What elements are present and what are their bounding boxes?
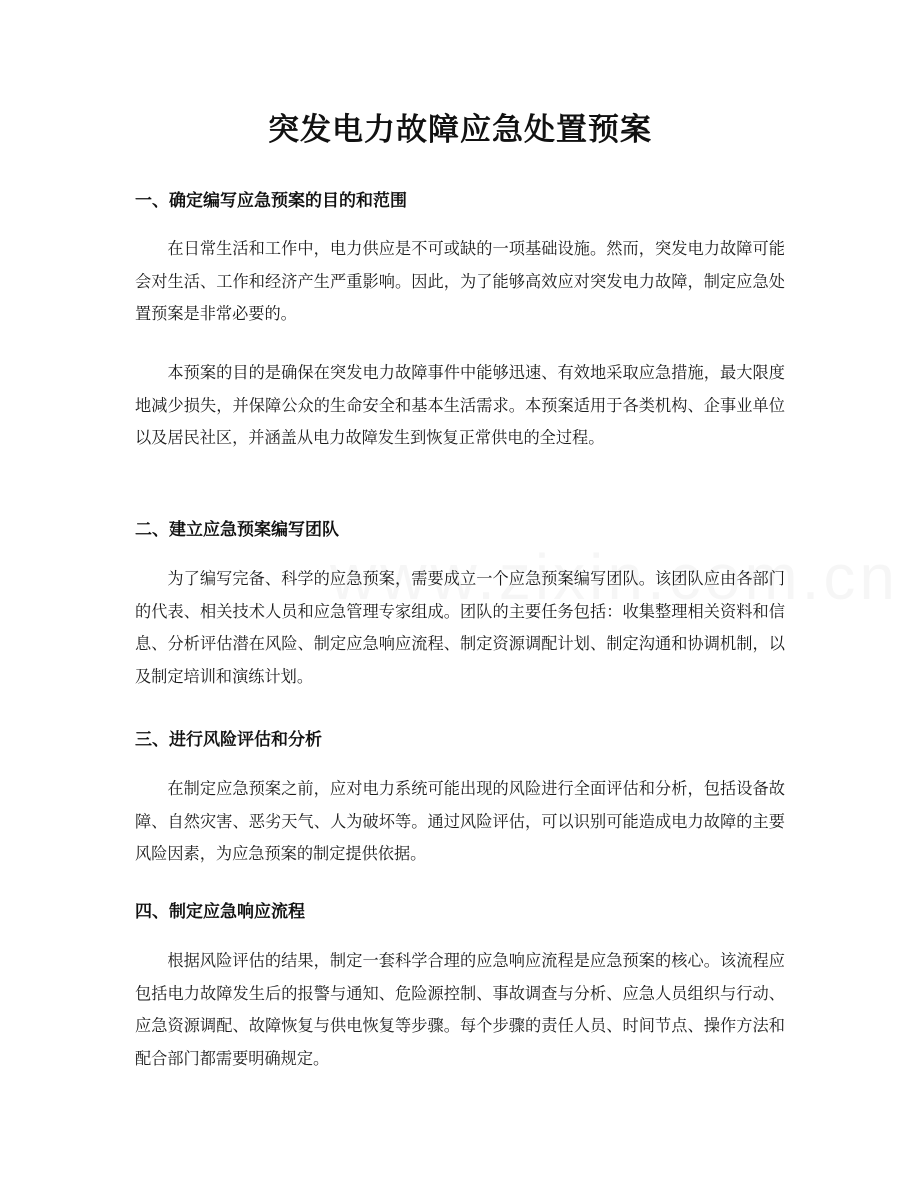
section-heading-1: 一、确定编写应急预案的目的和范围 (135, 191, 407, 211)
section-heading-2: 二、建立应急预案编写团队 (135, 520, 339, 540)
section-heading-4: 四、制定应急响应流程 (135, 902, 305, 922)
section-heading-3: 三、进行风险评估和分析 (135, 730, 322, 750)
section-1-paragraph-1: 在日常生活和工作中，电力供应是不可或缺的一项基础设施。然而，突发电力故障可能会对生活、工作和经济产生严重影响。因此，为了能够高效应对突发电力故障，制定应急处置预案是非常必要的。 (135, 239, 785, 323)
section-3-paragraph-1: 在制定应急预案之前，应对电力系统可能出现的风险进行全面评估和分析，包括设备故障、自然灾害、恶劣天气、人为破坏等。通过风险评估，可以识别可能造成电力故障的主要风险因素，为应急预案的制定提供依据。 (135, 779, 785, 863)
page-title: 突发电力故障应急处置预案 (268, 112, 652, 148)
section-4-paragraph-1: 根据风险评估的结果，制定一套科学合理的应急响应流程是应急预案的核心。该流程应包括电力故障发生后的报警与通知、危险源控制、事故调查与分析、应急人员组织与行动、应急资源调配、故障恢复与供电恢复等步骤。每个步骤的责任人员、时间节点、操作方法和配合部门都需要明确规定。 (135, 951, 785, 1068)
section-2-paragraph-1: 为了编写完备、科学的应急预案，需要成立一个应急预案编写团队。该团队应由各部门的代表、相关技术人员和应急管理专家组成。团队的主要任务包括：收集整理相关资料和信息、分析评估潜在风险、制定应急响应流程、制定资源调配计划、制定沟通和协调机制，以及制定培训和演练计划。 (135, 569, 785, 686)
section-1-paragraph-2: 本预案的目的是确保在突发电力故障事件中能够迅速、有效地采取应急措施，最大限度地减少损失，并保障公众的生命安全和基本生活需求。本预案适用于各类机构、企事业单位以及居民社区，并涵盖从电力故障发生到恢复正常供电的全过程。 (135, 363, 785, 447)
